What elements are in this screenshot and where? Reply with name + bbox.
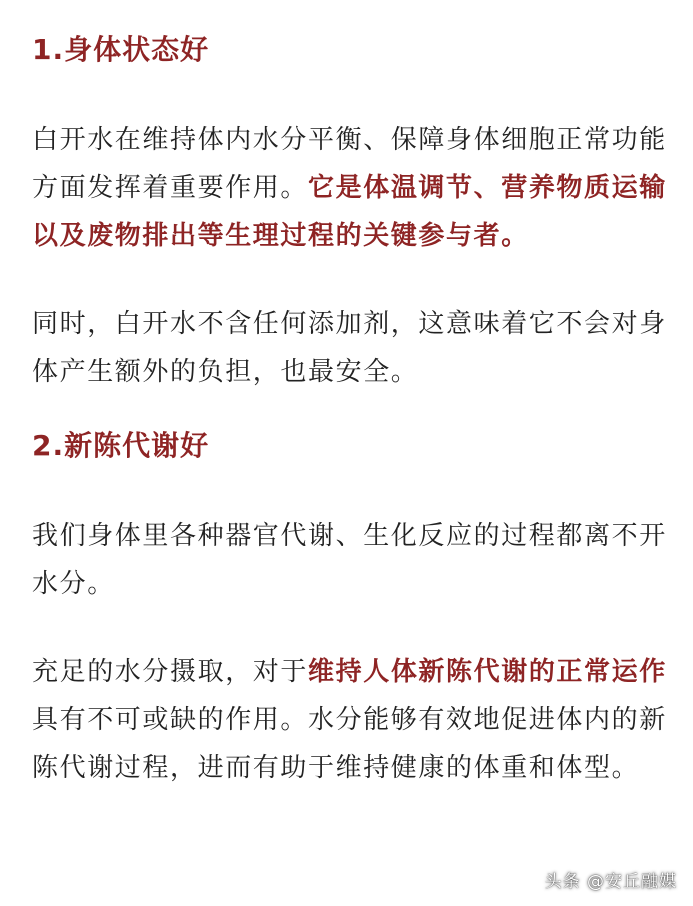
section-1-paragraph-1-highlight: 它是体温调节、营养物质运输以及废物排出等生理过程的关键参与者。 bbox=[32, 173, 667, 251]
section-2-paragraph-2-highlight: 维持人体新陈代谢的正常运作 bbox=[308, 657, 667, 687]
section-1-paragraph-1-text: 白开水在维持体内水分平衡、保障身体细胞正常功能方面发挥着重要作用。 bbox=[32, 125, 667, 203]
watermark-label: 头条 @安丘融媒 bbox=[544, 872, 677, 892]
section-1-heading: 1.身体状态好 bbox=[32, 33, 210, 66]
section-2-paragraph-1: 我们身体里各种器官代谢、生化反应的过程都离不开水分。 bbox=[32, 521, 667, 599]
section-2-paragraph-2 bbox=[32, 648, 672, 792]
section-2-heading: 2.新陈代谢好 bbox=[32, 429, 210, 462]
section-1-paragraph-2: 同时，白开水不含任何添加剂，这意味着它不会对身体产生额外的负担，也最安全。 bbox=[32, 309, 667, 387]
section-2-paragraph-2-text-before: 充足的水分摄取，对于 bbox=[32, 657, 309, 687]
section-2-paragraph-2-text-after: 具有不可或缺的作用。水分能够有效地促进体内的新陈代谢过程，进而有助于维持健康的体重和体型。 bbox=[32, 705, 667, 783]
article bbox=[32, 22, 672, 792]
section-1-paragraph-1 bbox=[32, 116, 672, 260]
